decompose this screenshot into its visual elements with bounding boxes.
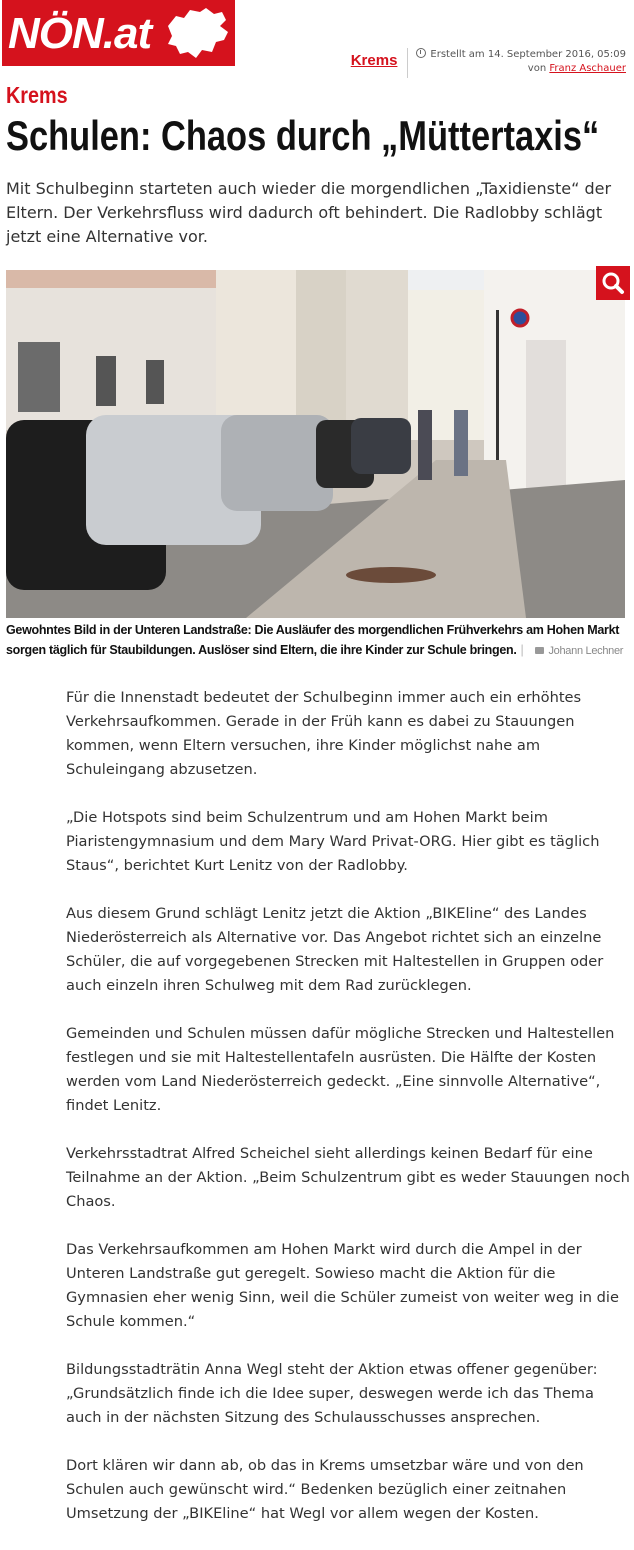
body-paragraph: Aus diesem Grund schlägt Lenitz jetzt die Aktion „BIKEline“ des Landes Niederösterreich als Alternative vor. Das Angebot richtet sich an einzelne Schüler, die auf vorgegebenen Strecken mit Haltestellen in Gruppen oder auch einzeln ihren Schulweg mit dem Rad zurücklegen. — [66, 905, 604, 994]
meta-info — [408, 48, 626, 76]
camera-icon — [535, 647, 544, 654]
site-header — [0, 0, 634, 72]
article-title: Schulen: Chaos durch „Müttertaxis“ — [6, 112, 600, 159]
caption-text: Gewohntes Bild in der Unteren Landstraße: Die Ausläufer des morgendlichen Frühverkehrs am Hohen Markt sorgen täglich für Staubildungen. Auslöser sind Eltern, die ihre Kinder zur Schule bringen. — [6, 623, 620, 657]
body-paragraph: Bildungsstadträtin Anna Wegl steht der Aktion etwas offener gegenüber: „Grundsätzlich finde ich die Idee super, deswegen werde ich das Thema auch in der nächsten Sitzung des Schulausschusses ansprechen. — [66, 1361, 598, 1426]
article-body — [66, 686, 630, 1550]
body-paragraph: Für die Innenstadt bedeutet der Schulbeginn immer auch ein erhöhtes Verkehrsaufkommen. Gerade in der Früh kann es dabei zu Stauungen kommen, wenn Eltern versuchen, ihre Kinder möglichst nahe am Schuleingang abzusetzen. — [66, 689, 582, 778]
site-logo-link[interactable] — [2, 0, 235, 66]
by-label: von — [527, 63, 547, 74]
created-date: Erstellt am 14. September 2016, 05:09 — [430, 49, 626, 60]
credit-name: Johann Lechner — [548, 645, 624, 657]
image-zoom-button[interactable] — [596, 266, 630, 300]
article-meta — [351, 48, 626, 78]
clock-icon — [416, 48, 426, 58]
caption-separator: | — [520, 643, 524, 657]
body-paragraph: Verkehrsstadtrat Alfred Scheichel sieht allerdings keinen Bedarf für eine Teilnahme an der Aktion. „Beim Schulzentrum gibt es weder Stauungen noch Chaos. — [66, 1145, 630, 1210]
section-link[interactable]: Krems — [351, 48, 409, 78]
search-icon — [596, 266, 630, 300]
body-paragraph: „Die Hotspots sind beim Schulzentrum und am Hohen Markt beim Piaristengymnasium und dem Mary Ward Privat-ORG. Hier gibt es täglich Staus“, berichtet Kurt Lenitz von der Radlobby. — [66, 809, 600, 874]
body-paragraph: Das Verkehrsaufkommen am Hohen Markt wird durch die Ampel in der Unteren Landstraße gut geregelt. Sowieso macht die Aktion für die Gymnasien eher wenig Sinn, weil die Schüler zumeist von weiter weg in die Schule kommen.“ — [66, 1241, 619, 1330]
article-photo[interactable] — [6, 270, 625, 618]
logo-text: NÖN.at — [8, 9, 152, 58]
author-link[interactable]: Franz Aschauer — [549, 63, 626, 74]
image-caption — [6, 620, 628, 661]
photo-credit — [529, 645, 623, 657]
body-paragraph: Gemeinden und Schulen müssen dafür mögliche Strecken und Haltestellen festlegen und sie mit Haltestellentafeln ausrüsten. Die Hälfte der Kosten werden vom Land Niederösterreich gedeckt. „Eine sinnvolle Alternative“, findet Lenitz. — [66, 1025, 615, 1114]
body-paragraph: Dort klären wir dann ab, ob das in Krems umsetzbar wäre und von den Schulen auch gewünscht wird.“ Bedenken bezüglich einer zeitnahen Umsetzung der „BIKEline“ hat Wegl vor allem wegen der Kosten. — [66, 1457, 584, 1522]
article-kicker: Krems — [6, 82, 68, 108]
article-lead: Mit Schulbeginn starteten auch wieder die morgendlichen „Taxidienste“ der Eltern. Der Verkehrsfluss wird dadurch oft behindert. Die Radlobby schlägt jetzt eine Alternative vor. — [6, 179, 612, 246]
lower-austria-map-icon — [162, 6, 232, 60]
street-scene-image — [6, 270, 625, 618]
